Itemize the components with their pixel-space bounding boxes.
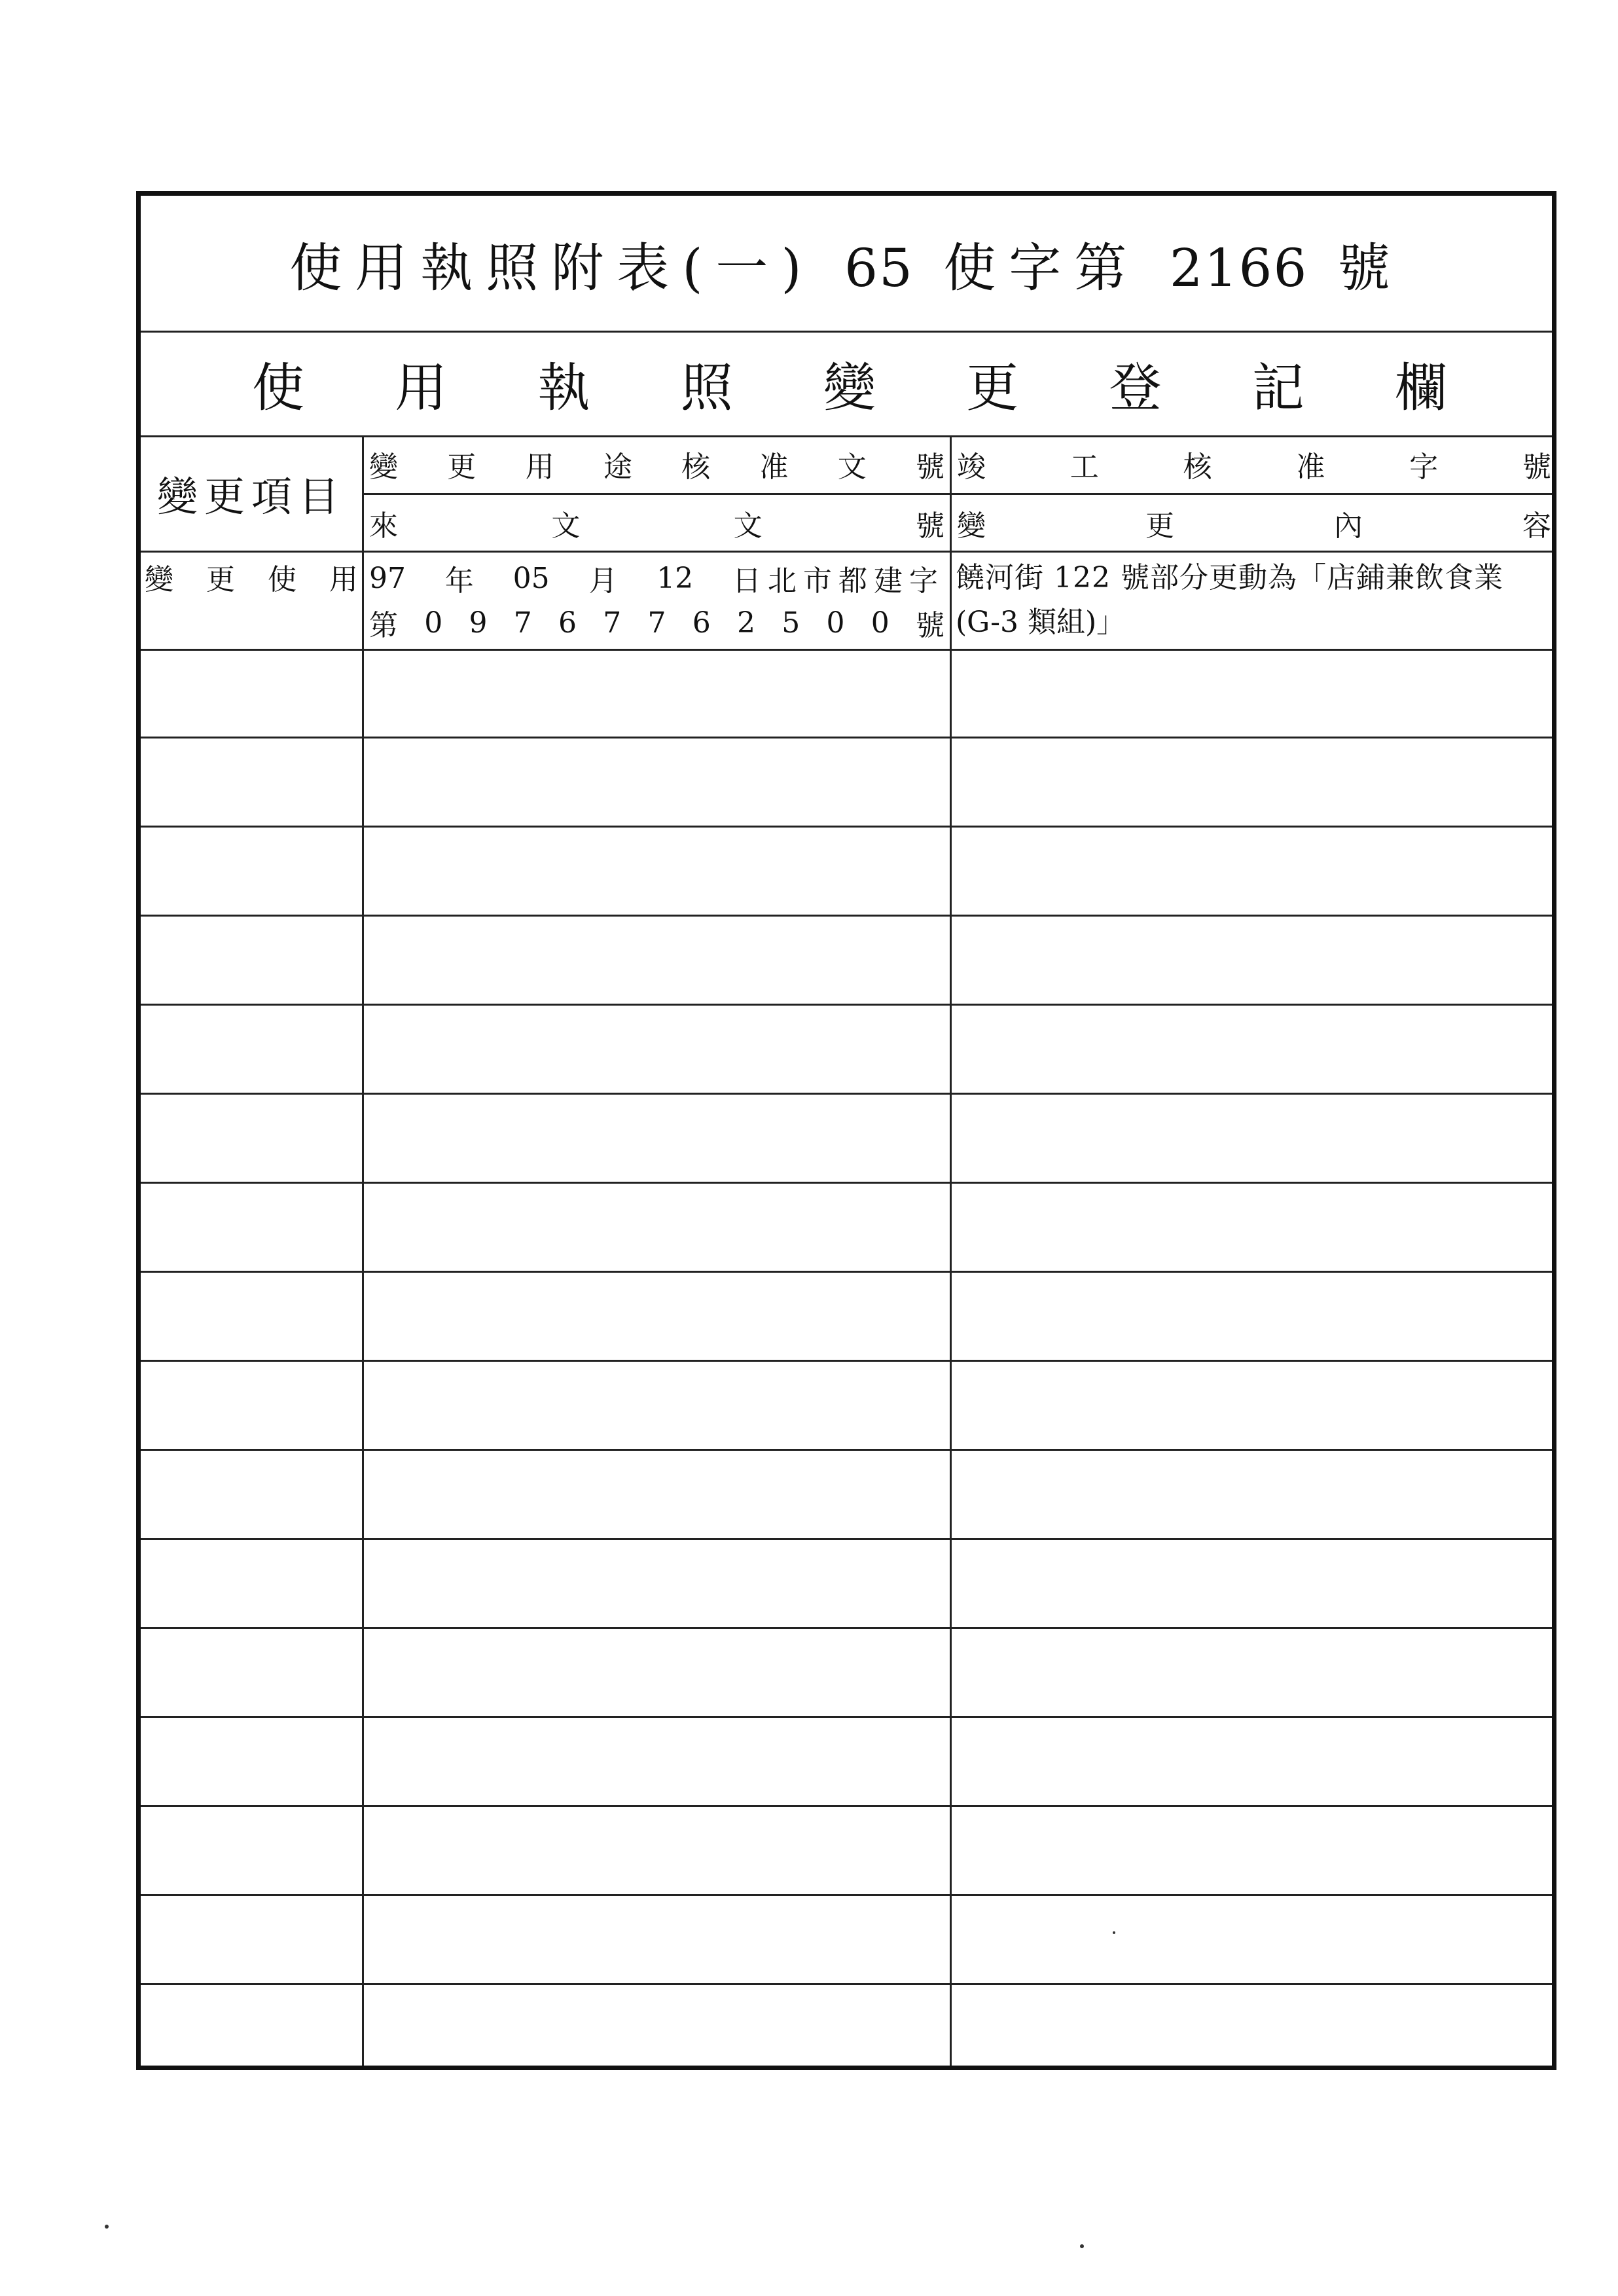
title-code: 65 — [844, 237, 914, 299]
doc-token: 5 — [782, 606, 800, 640]
entry-doc-line1 — [364, 556, 950, 600]
scan-speck — [1113, 1931, 1115, 1934]
header-char: 容 — [1522, 509, 1551, 543]
row-divider — [141, 1716, 1552, 1718]
row-divider — [141, 826, 1552, 828]
title-number: 2166 — [1169, 237, 1308, 299]
entry-doc-cell — [364, 551, 950, 649]
header-char: 竣 — [957, 450, 986, 484]
license-form-frame — [136, 191, 1556, 2070]
doc-token: 第 — [369, 609, 398, 642]
doc-token: 6 — [558, 606, 577, 640]
title-suffix: 號 — [1337, 237, 1403, 299]
row-divider — [141, 737, 1552, 738]
entry-doc-line2 — [364, 600, 950, 645]
form-title-row — [141, 196, 1552, 333]
scan-speck — [1080, 2244, 1084, 2248]
doc-token: 9 — [469, 606, 488, 640]
entry-content-line1: 饒河街 122 號部分更動為「店鋪兼飲食業 — [956, 561, 1503, 594]
header-char: 核 — [681, 450, 711, 484]
subtitle-char: 記 — [1251, 357, 1304, 418]
doc-token: 0 — [826, 606, 845, 640]
row-divider — [141, 1271, 1552, 1273]
header-char: 更 — [447, 450, 476, 484]
doc-token: 0 — [424, 606, 443, 640]
header-char: 准 — [1296, 450, 1325, 484]
row-divider — [141, 1805, 1552, 1807]
doc-token: 12 — [656, 561, 694, 595]
subtitle-char: 使 — [252, 357, 304, 418]
row-divider — [141, 1983, 1552, 1985]
form-title — [289, 226, 1403, 301]
row-divider — [141, 649, 1552, 651]
doc-token: 97 — [369, 561, 406, 595]
header-char: 工 — [1070, 450, 1099, 484]
doc-token: 6 — [692, 606, 711, 640]
title-middle: 使字第 — [943, 237, 1140, 299]
scan-speck — [105, 2225, 109, 2229]
header-approval-doc-no — [364, 435, 950, 493]
entry-content-cell — [952, 551, 1556, 649]
entry-item-char: 變 — [145, 563, 173, 596]
doc-token: 7 — [647, 606, 666, 640]
entry-item-char: 更 — [206, 563, 235, 596]
subtitle-char: 照 — [680, 357, 733, 418]
doc-token: 月 — [588, 564, 618, 598]
row-divider — [141, 1182, 1552, 1184]
header-char: 號 — [915, 450, 944, 484]
row-divider — [141, 1360, 1552, 1362]
subtitle-char: 更 — [966, 357, 1019, 418]
entry-content-line2: (G-3 類組)」 — [956, 606, 1126, 639]
header-char: 准 — [759, 450, 789, 484]
row-divider — [141, 1627, 1552, 1629]
form-subtitle — [252, 331, 1447, 435]
header-char: 號 — [915, 509, 944, 543]
doc-token: 2 — [737, 606, 755, 640]
header-char: 文 — [733, 509, 763, 543]
header-char: 變 — [369, 450, 398, 484]
entry-item-char: 用 — [329, 563, 358, 596]
row-divider — [141, 1449, 1552, 1451]
header-char: 內 — [1334, 509, 1363, 543]
doc-token: 號 — [916, 609, 944, 642]
column-divider — [362, 435, 364, 2066]
doc-token: 日北市都建字 — [732, 564, 944, 598]
subtitle-char: 用 — [395, 357, 448, 418]
doc-token: 05 — [512, 561, 550, 595]
header-char: 文 — [551, 509, 581, 543]
header-completion-approval-no — [952, 435, 1556, 493]
subtitle-char: 執 — [537, 357, 590, 418]
doc-token: 7 — [513, 606, 532, 640]
subtitle-char: 欄 — [1395, 357, 1447, 418]
entry-item-char: 使 — [268, 563, 297, 596]
row-divider — [141, 1004, 1552, 1006]
header-incoming-doc-no — [364, 495, 950, 551]
header-char: 變 — [957, 509, 986, 543]
header-char: 字 — [1409, 450, 1439, 484]
row-divider — [141, 1093, 1552, 1095]
change-record-table — [141, 435, 1552, 2066]
entry-item-cell — [141, 551, 362, 596]
subtitle-char: 登 — [1109, 357, 1162, 418]
header-char: 用 — [525, 450, 554, 484]
header-char: 號 — [1522, 450, 1551, 484]
doc-token: 年 — [444, 564, 474, 598]
header-char: 來 — [369, 509, 398, 543]
doc-token: 0 — [871, 606, 890, 640]
header-char: 更 — [1145, 509, 1174, 543]
header-change-item: 變更項目 — [156, 472, 346, 520]
title-prefix: 使用執照附表(一) — [289, 237, 815, 299]
column-divider — [950, 435, 952, 2066]
doc-token: 7 — [603, 606, 622, 640]
header-change-content — [952, 495, 1556, 551]
header-char: 途 — [603, 450, 632, 484]
form-subtitle-row — [141, 331, 1552, 437]
header-char: 核 — [1183, 450, 1212, 484]
row-divider — [141, 1538, 1552, 1540]
header-char: 文 — [837, 450, 867, 484]
row-divider — [141, 915, 1552, 917]
subtitle-char: 變 — [823, 357, 876, 418]
row-divider — [141, 1894, 1552, 1896]
